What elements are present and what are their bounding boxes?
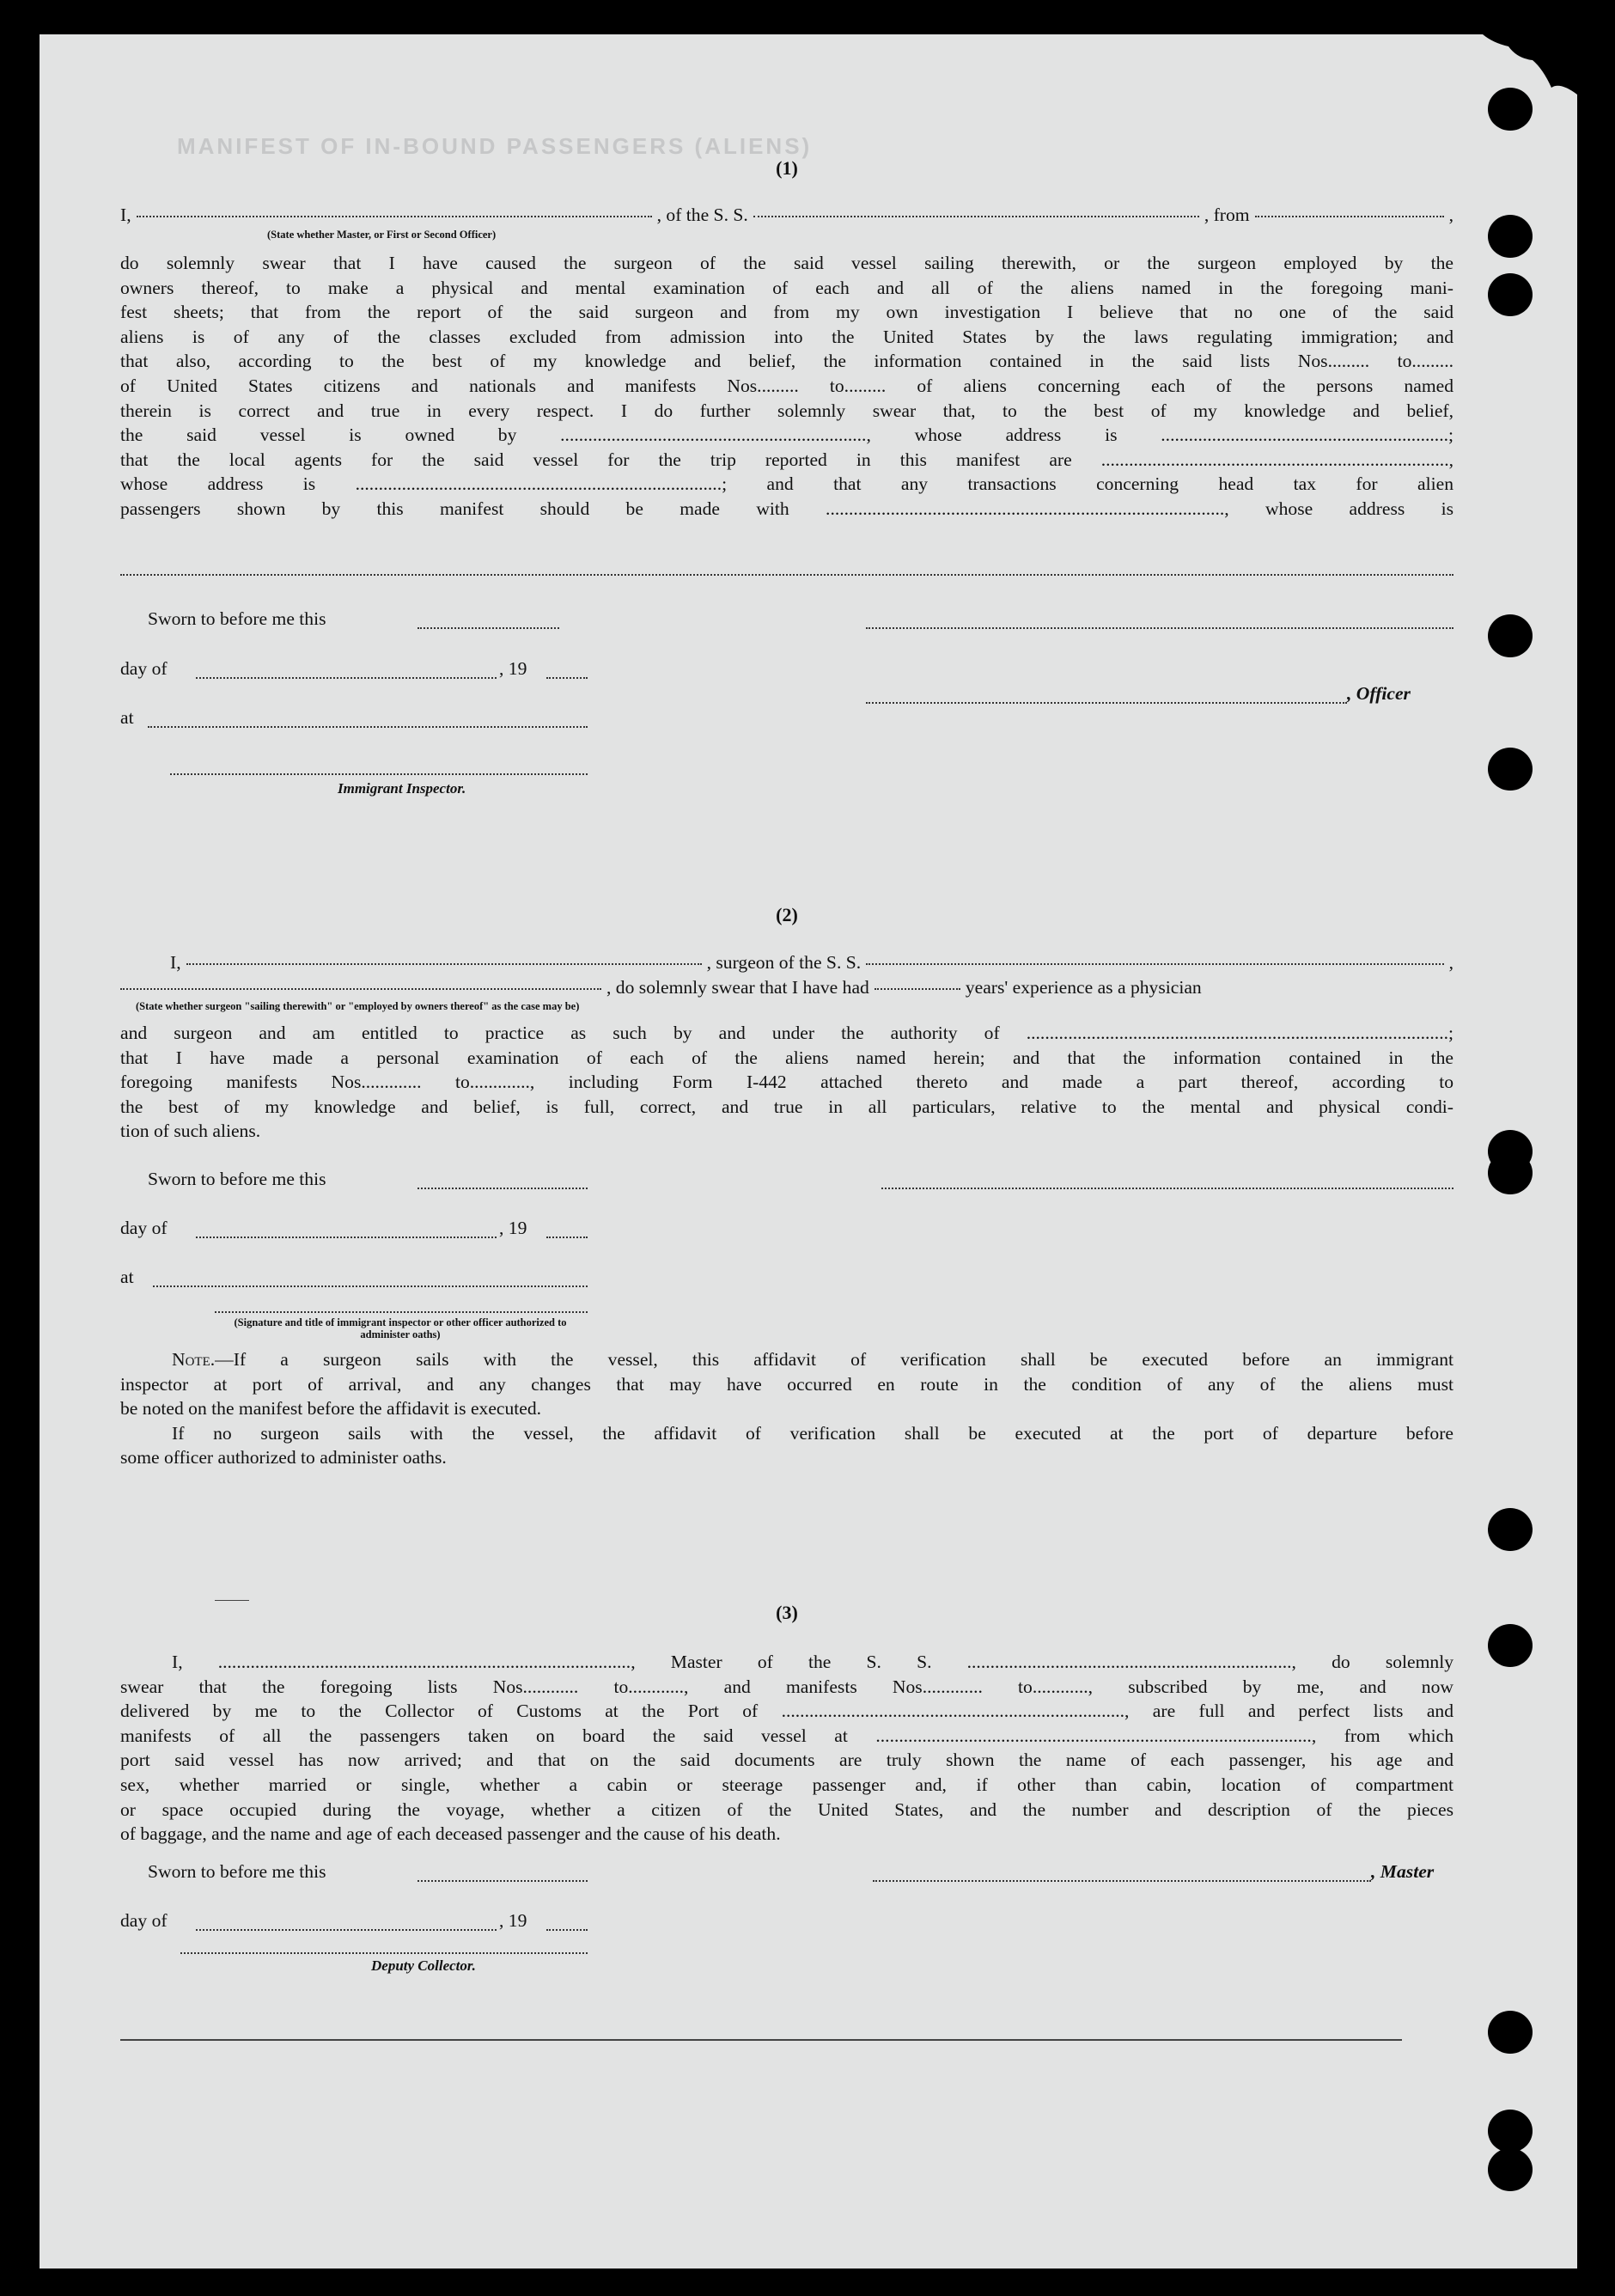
label-at: at: [120, 1267, 134, 1287]
paragraph-line: that also, according to the best of my knowledge and belief, the information contained in the said lists Nos......... to.........: [120, 351, 1454, 372]
note-label: Note.: [172, 1349, 216, 1370]
sworn-date-field[interactable]: [417, 627, 559, 629]
officer-signature-field[interactable]: [866, 627, 1454, 629]
officer-name-field[interactable]: [137, 216, 652, 217]
section-2-surgeon-line: I, , surgeon of the S. S. ,: [170, 952, 1454, 973]
paragraph-line: swear that the foregoing lists Nos............ to............, and manifests Nos............. to............, subscribed by me, and now: [120, 1676, 1454, 1697]
day-month-field[interactable]: [196, 677, 497, 679]
label-master: , Master: [1371, 1861, 1435, 1882]
punch-hole: [1488, 215, 1533, 258]
note-line: be noted on the manifest before the affidavit is executed.: [120, 1398, 542, 1420]
paragraph-line: owners thereof, to make a physical and mental examination of each and all of the aliens named in the foregoing mani-: [120, 277, 1454, 298]
label-swear: , do solemnly swear that I have had: [606, 977, 869, 998]
year-3: [499, 1910, 527, 1932]
stray-mark: [215, 1600, 249, 1601]
paragraph-line: sex, whether married or single, whether a cabin or steerage passenger and, if other than cabin, location of compartment: [120, 1774, 1454, 1795]
at-line-2: [120, 1267, 134, 1288]
vessel-name-field[interactable]: [753, 216, 1199, 217]
label-year: , 19: [499, 1910, 527, 1931]
day-of-line-1: [120, 658, 168, 680]
year-1: [499, 658, 527, 680]
label-from: , from: [1204, 205, 1250, 225]
bottom-rule: [120, 2039, 1402, 2041]
punch-hole: [1488, 1508, 1533, 1551]
label-day-of: day of: [120, 1910, 168, 1931]
paragraph-line: of United States citizens and nationals and manifests Nos......... to......... of aliens concerning each of the persons named: [120, 375, 1454, 396]
punch-hole: [1488, 2148, 1533, 2191]
section-2-number: (2): [776, 904, 798, 925]
label-sworn: Sworn to before me this: [148, 608, 326, 629]
label-year: , 19: [499, 1218, 527, 1238]
paragraph-line: fest sheets; that from the report of the said surgeon and from my own investigation I believe that no one of the said: [120, 302, 1454, 323]
sworn-line-2: [148, 1169, 326, 1190]
officer-title-field[interactable]: [866, 702, 1347, 704]
punch-hole: [1488, 1151, 1533, 1194]
collector-signature-field[interactable]: [180, 1952, 588, 1954]
note-line: [120, 1347, 1454, 1372]
section-2-experience-line: [120, 977, 1454, 998]
punch-hole: [1488, 1624, 1533, 1667]
year-field[interactable]: [546, 677, 588, 679]
label-surgeon-of-ss: , surgeon of the S. S.: [706, 952, 862, 973]
day-of-line-2: [120, 1218, 168, 1239]
paragraph-text: I, ........................................................................................., Master of the S. S. ......................................................................, do solemnly: [172, 1652, 1454, 1672]
collector-label: Deputy Collector.: [371, 1957, 476, 1974]
section-1-officer-line: I, , of the S. S. , from ,: [120, 205, 1454, 225]
paragraph-line: whose address is ...............................................................................; and that any transactions concerning head tax for alien: [120, 473, 1454, 495]
sworn-date-field-2[interactable]: [417, 1188, 588, 1189]
surgeon-signature-field[interactable]: [881, 1188, 1454, 1189]
label-year: , 19: [499, 658, 527, 679]
authority-note: (Signature and title of immigrant inspector or other officer authorized to administer oaths): [234, 1316, 567, 1340]
punch-hole: [1488, 614, 1533, 657]
at-place-field-2[interactable]: [153, 1285, 588, 1287]
paragraph-line: foregoing manifests Nos............. to............., including Form I-442 attached thereto and made a part thereof, according to: [120, 1072, 1454, 1093]
surgeon-note: (State whether surgeon "sailing therewith" or "employed by owners thereof" as the case may be): [136, 1000, 580, 1012]
master-signature-field[interactable]: [873, 1880, 1371, 1882]
sworn-line-3: [148, 1861, 326, 1883]
year-field-3[interactable]: [546, 1929, 588, 1931]
label-sworn: Sworn to before me this: [148, 1169, 326, 1189]
note-line: some officer authorized to administer oaths.: [120, 1447, 447, 1469]
punch-hole: [1488, 2110, 1533, 2152]
paragraph-line: or space occupied during the voyage, whether a citizen of the United States, and the number and description of the pieces: [120, 1798, 1454, 1820]
section-1-paragraph: [120, 251, 1454, 522]
sworn-date-field-3[interactable]: [417, 1880, 588, 1882]
paragraph-line: manifests of all the passengers taken on board the said vessel at .............................................................................................., from which: [120, 1725, 1454, 1746]
label-at: at: [120, 707, 134, 728]
year-field-2[interactable]: [546, 1237, 588, 1238]
inspector-signature-field[interactable]: [170, 773, 588, 775]
note-line: [120, 1421, 1454, 1446]
paragraph-line: passengers shown by this manifest should be made with ......................................................................................, whose address is: [120, 498, 1454, 519]
section-2-note: [120, 1347, 1454, 1470]
day-month-field-2[interactable]: [196, 1237, 497, 1238]
vessel-name-field-2[interactable]: [866, 963, 1443, 965]
paragraph-line: [120, 1650, 1454, 1675]
label-i: I,: [120, 205, 131, 225]
torn-corner: [1483, 34, 1577, 95]
address-line-field[interactable]: [120, 574, 1454, 576]
paragraph-line: that I have made a personal examination of each of the aliens named herein; and that the information contained in the: [120, 1047, 1454, 1068]
surgeon-type-field[interactable]: [120, 988, 601, 990]
paragraph-line: and surgeon and am entitled to practice as such by and under the authority of ...........................................................................................;: [120, 1023, 1454, 1043]
officer-note: (State whether Master, or First or Second Officer): [267, 229, 497, 241]
punch-hole: [1488, 2011, 1533, 2054]
paragraph-line: the said vessel is owned by .................................................................., whose address is ..............................................................;: [120, 424, 1454, 446]
document-page: [40, 34, 1577, 2269]
section-1-number: (1): [776, 157, 798, 179]
label-officer: , Officer: [1347, 683, 1411, 704]
paragraph-line: therein is correct and true in every respect. I do further solemnly swear that, to the best of my knowledge and belief,: [120, 400, 1454, 421]
note-text: —If a surgeon sails with the vessel, this affidavit of verification shall be executed before an immigrant: [215, 1349, 1454, 1370]
paragraph-line: that the local agents for the said vessel for the trip reported in this manifest are ...........................................................................,: [120, 449, 1454, 470]
paragraph-line: of baggage, and the name and age of each deceased passenger and the cause of his death.: [120, 1823, 781, 1845]
punch-hole: [1488, 88, 1533, 131]
section-3-paragraph: [120, 1650, 1454, 1847]
bleed-through-heading: MANIFEST OF IN-BOUND PASSENGERS (ALIENS): [177, 133, 813, 159]
label-sworn: Sworn to before me this: [148, 1861, 326, 1882]
label-of-ss: , of the S. S.: [656, 205, 748, 225]
at-place-field[interactable]: [148, 726, 588, 728]
officer-label: [1347, 683, 1411, 705]
label-day-of: day of: [120, 658, 168, 679]
label-years: years' experience as a physician: [965, 977, 1202, 998]
surgeon-name-field[interactable]: [186, 963, 702, 965]
inspector-label: Immigrant Inspector.: [338, 780, 466, 797]
authority-signature-field[interactable]: [215, 1311, 588, 1313]
year-2: [499, 1218, 527, 1239]
from-port-field[interactable]: [1255, 216, 1444, 217]
punch-hole: [1488, 273, 1533, 316]
label-i: I,: [170, 952, 181, 973]
paragraph-line: the best of my knowledge and belief, is full, correct, and true in all particulars, relative to the mental and physical condi-: [120, 1096, 1454, 1117]
paragraph-line: do solemnly swear that I have caused the surgeon of the said vessel sailing therewith, or the surgeon employed by the: [120, 253, 1454, 273]
paragraph-line: tion of such aliens.: [120, 1121, 261, 1142]
master-label: [1371, 1861, 1434, 1883]
years-field[interactable]: [875, 988, 960, 990]
paragraph-line: port said vessel has now arrived; and that on the said documents are truly shown the name of each passenger, his age and: [120, 1749, 1454, 1771]
label-day-of: day of: [120, 1218, 168, 1238]
at-line-1: [120, 707, 134, 729]
day-of-line-3: [120, 1910, 168, 1932]
section-2-paragraph: [120, 1021, 1454, 1144]
day-month-field-3[interactable]: [196, 1929, 497, 1931]
note-text: If no surgeon sails with the vessel, the affidavit of verification shall be executed at the port of departure before: [172, 1422, 1454, 1444]
sworn-line-1: [148, 608, 326, 630]
section-3-number: (3): [776, 1602, 798, 1623]
paragraph-line: delivered by me to the Collector of Customs at the Port of .........................................................................., are full and perfect lists and: [120, 1701, 1454, 1722]
paragraph-line: aliens is of any of the classes excluded from admission into the United States by the laws regulating immigration; and: [120, 326, 1454, 347]
punch-hole: [1488, 748, 1533, 791]
note-line: inspector at port of arrival, and any changes that may have occurred en route in the condition of any of the aliens must: [120, 1373, 1454, 1395]
